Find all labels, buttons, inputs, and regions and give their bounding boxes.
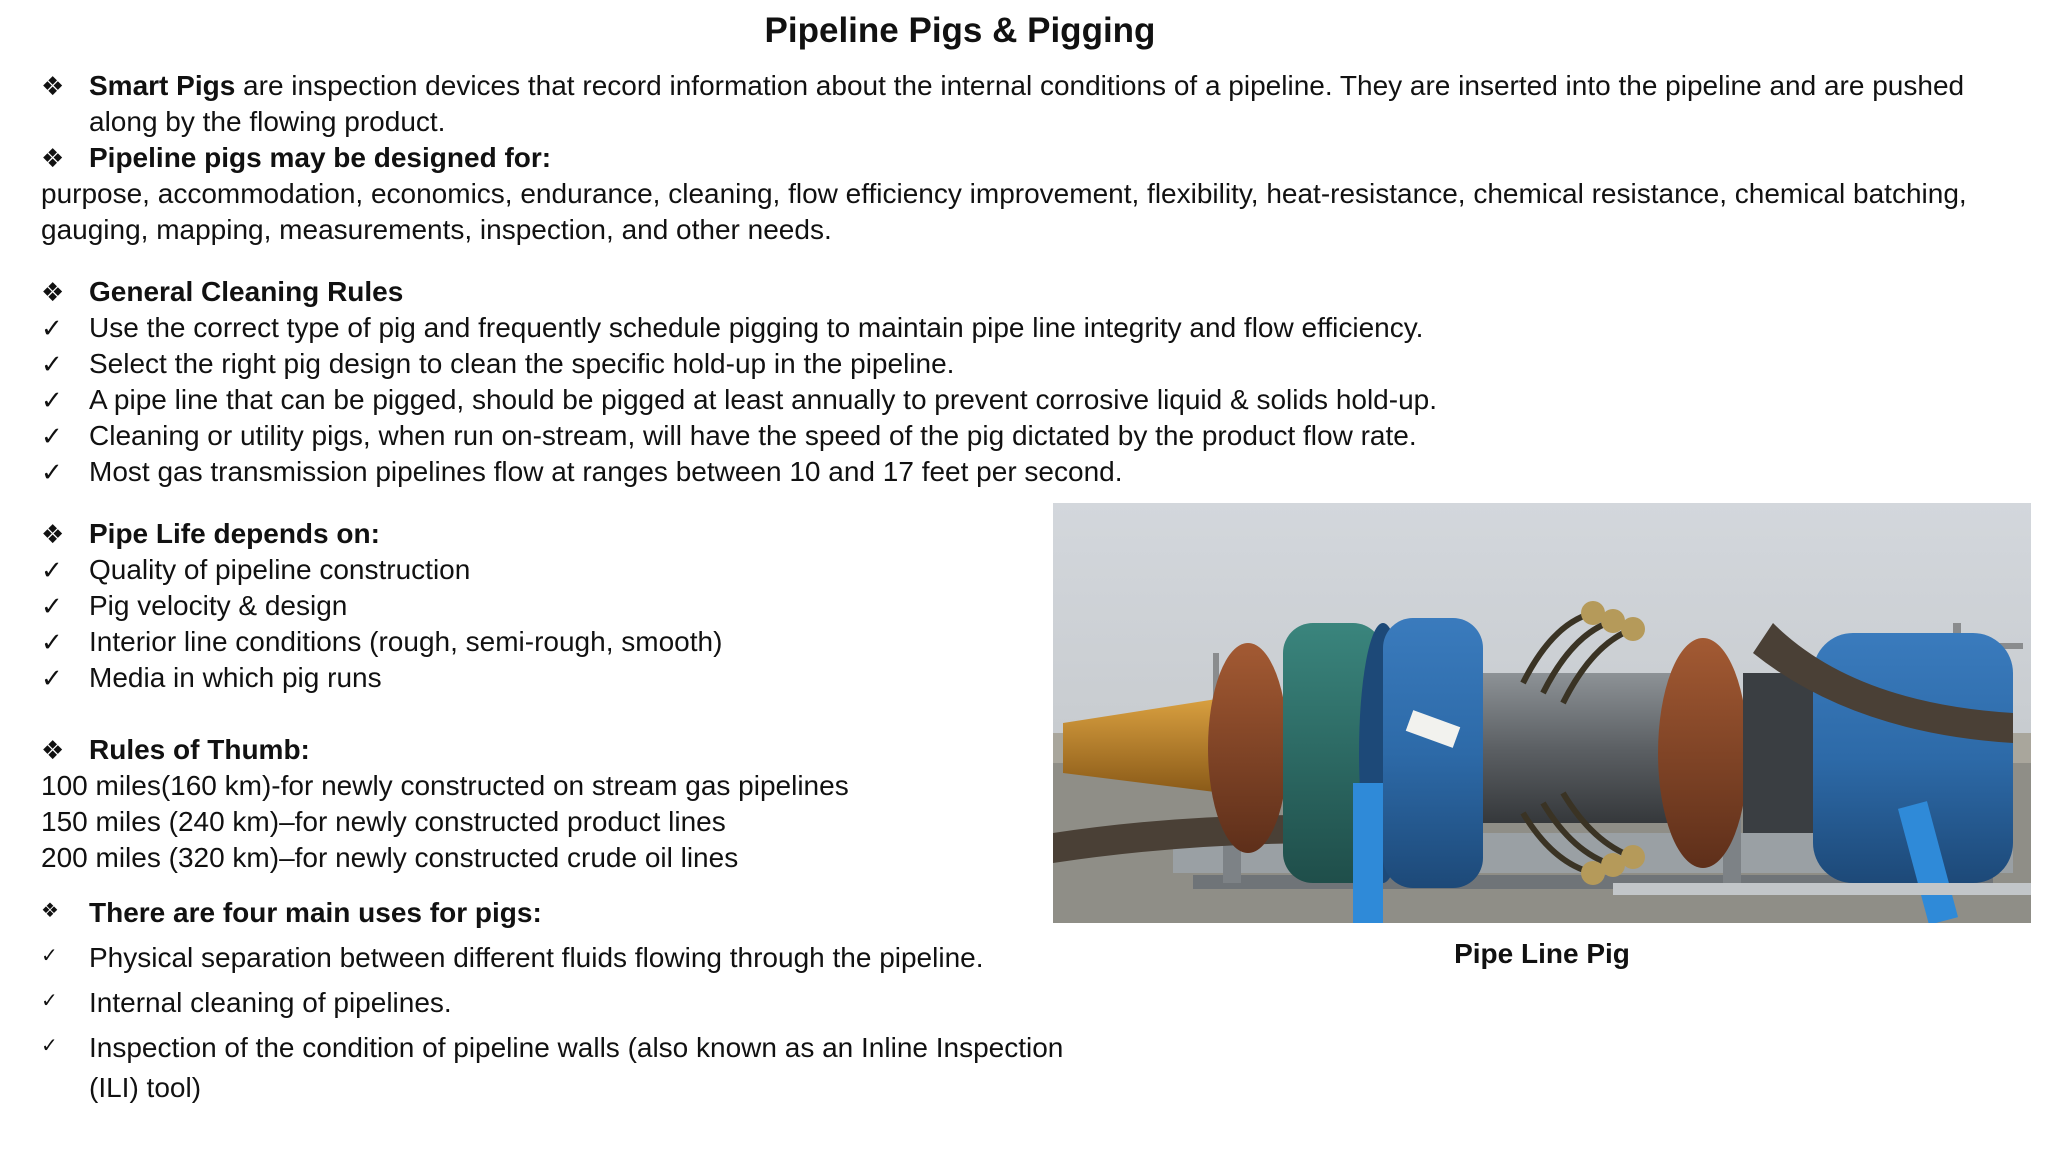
uses-item [41, 1028, 1063, 1068]
uses-heading-line [41, 893, 1063, 933]
diamond-bullet-icon: ❖ [41, 71, 65, 101]
photo-caption: Pipe Line Pig [1454, 938, 1630, 969]
uses-heading: There are four main uses for pigs: [89, 897, 542, 928]
cleaning-item-text: Select the right pig design to clean the specific hold-up in the pipeline. [89, 348, 955, 379]
check-icon: ✓ [41, 421, 63, 451]
cleaning-item-text: Cleaning or utility pigs, when run on-stream, will have the speed of the pig dictated by the product flow rate. [89, 420, 1417, 451]
rules-of-thumb-line: 200 miles (320 km)–for newly constructed crude oil lines [41, 842, 739, 873]
designed-for-line-2: gauging, mapping, measurements, inspection, and other needs. [41, 214, 832, 245]
pipe-life-item-text: Pig velocity & design [89, 590, 348, 621]
diamond-bullet-icon: ❖ [41, 900, 59, 922]
cleaning-item [41, 310, 1971, 346]
uses-item-text: Physical separation between different fluids flowing through the pipeline. [89, 942, 984, 973]
rules-of-thumb-heading: Rules of Thumb: [89, 734, 310, 765]
check-icon: ✓ [41, 555, 63, 585]
cleaning-item-text: Most gas transmission pipelines flow at ranges between 10 and 17 feet per second. [89, 456, 1123, 487]
designed-for-heading: Pipeline pigs may be designed for: [89, 142, 552, 173]
cleaning-item [41, 382, 1971, 418]
page-title: Pipeline Pigs & Pigging [764, 11, 1156, 50]
uses-item [41, 938, 1063, 978]
pipeline-pig-illustration [1053, 503, 2031, 923]
uses-item-text-2: (ILI) tool) [89, 1072, 202, 1103]
cleaning-heading: General Cleaning Rules [89, 276, 404, 307]
check-icon: ✓ [41, 385, 63, 415]
check-icon: ✓ [41, 349, 63, 379]
uses-item-text: Internal cleaning of pipelines. [89, 987, 452, 1018]
smart-pigs-paragraph [41, 68, 1971, 104]
check-icon: ✓ [41, 1035, 58, 1057]
uses-item-text: Inspection of the condition of pipeline walls (also known as an Inline Inspection [89, 1032, 1064, 1063]
smart-pigs-continuation [41, 104, 1971, 140]
smart-pigs-text: are inspection devices that record information about the internal conditions of a pipeline. They are inserted into the pipeline and are pushed [235, 70, 1965, 101]
check-icon: ✓ [41, 663, 63, 693]
cleaning-item [41, 418, 1971, 454]
smart-pigs-term: Smart Pigs [89, 70, 236, 101]
diamond-bullet-icon: ❖ [41, 519, 65, 549]
check-icon: ✓ [41, 457, 63, 487]
cleaning-item [41, 454, 1971, 490]
cleaning-item-text: A pipe line that can be pigged, should be pigged at least annually to prevent corrosive liquid & solids hold-up. [89, 384, 1438, 415]
designed-for-heading-line [41, 140, 1971, 176]
rules-of-thumb-line: 100 miles(160 km)-for newly constructed on stream gas pipelines [41, 770, 849, 801]
uses-item-continuation [41, 1068, 1063, 1108]
check-icon: ✓ [41, 990, 58, 1012]
pipe-life-item-text: Quality of pipeline construction [89, 554, 471, 585]
check-icon: ✓ [41, 945, 58, 967]
diamond-bullet-icon: ❖ [41, 143, 65, 173]
cleaning-item-text: Use the correct type of pig and frequently schedule pigging to maintain pipe line integrity and flow efficiency. [89, 312, 1424, 343]
uses-item [41, 983, 1063, 1023]
designed-for-line-1: purpose, accommodation, economics, endurance, cleaning, flow efficiency improvement, flexibility, heat-resistance, chemical resistance, chemical batching, [41, 178, 1967, 209]
cleaning-item [41, 346, 1971, 382]
check-icon: ✓ [41, 591, 63, 621]
check-icon: ✓ [41, 313, 63, 343]
rules-of-thumb-line: 150 miles (240 km)–for newly constructed product lines [41, 806, 726, 837]
check-icon: ✓ [41, 627, 63, 657]
smart-pigs-text-2: along by the flowing product. [89, 106, 446, 137]
pipeline-pig-photo [1053, 503, 2031, 923]
diamond-bullet-icon: ❖ [41, 735, 65, 765]
diamond-bullet-icon: ❖ [41, 277, 65, 307]
uses-section [41, 893, 1063, 1113]
pipe-life-item-text: Media in which pig runs [89, 662, 382, 693]
pipe-life-item-text: Interior line conditions (rough, semi-rough, smooth) [89, 626, 723, 657]
cleaning-heading-line [41, 274, 1971, 310]
pipe-life-heading: Pipe Life depends on: [89, 518, 380, 549]
